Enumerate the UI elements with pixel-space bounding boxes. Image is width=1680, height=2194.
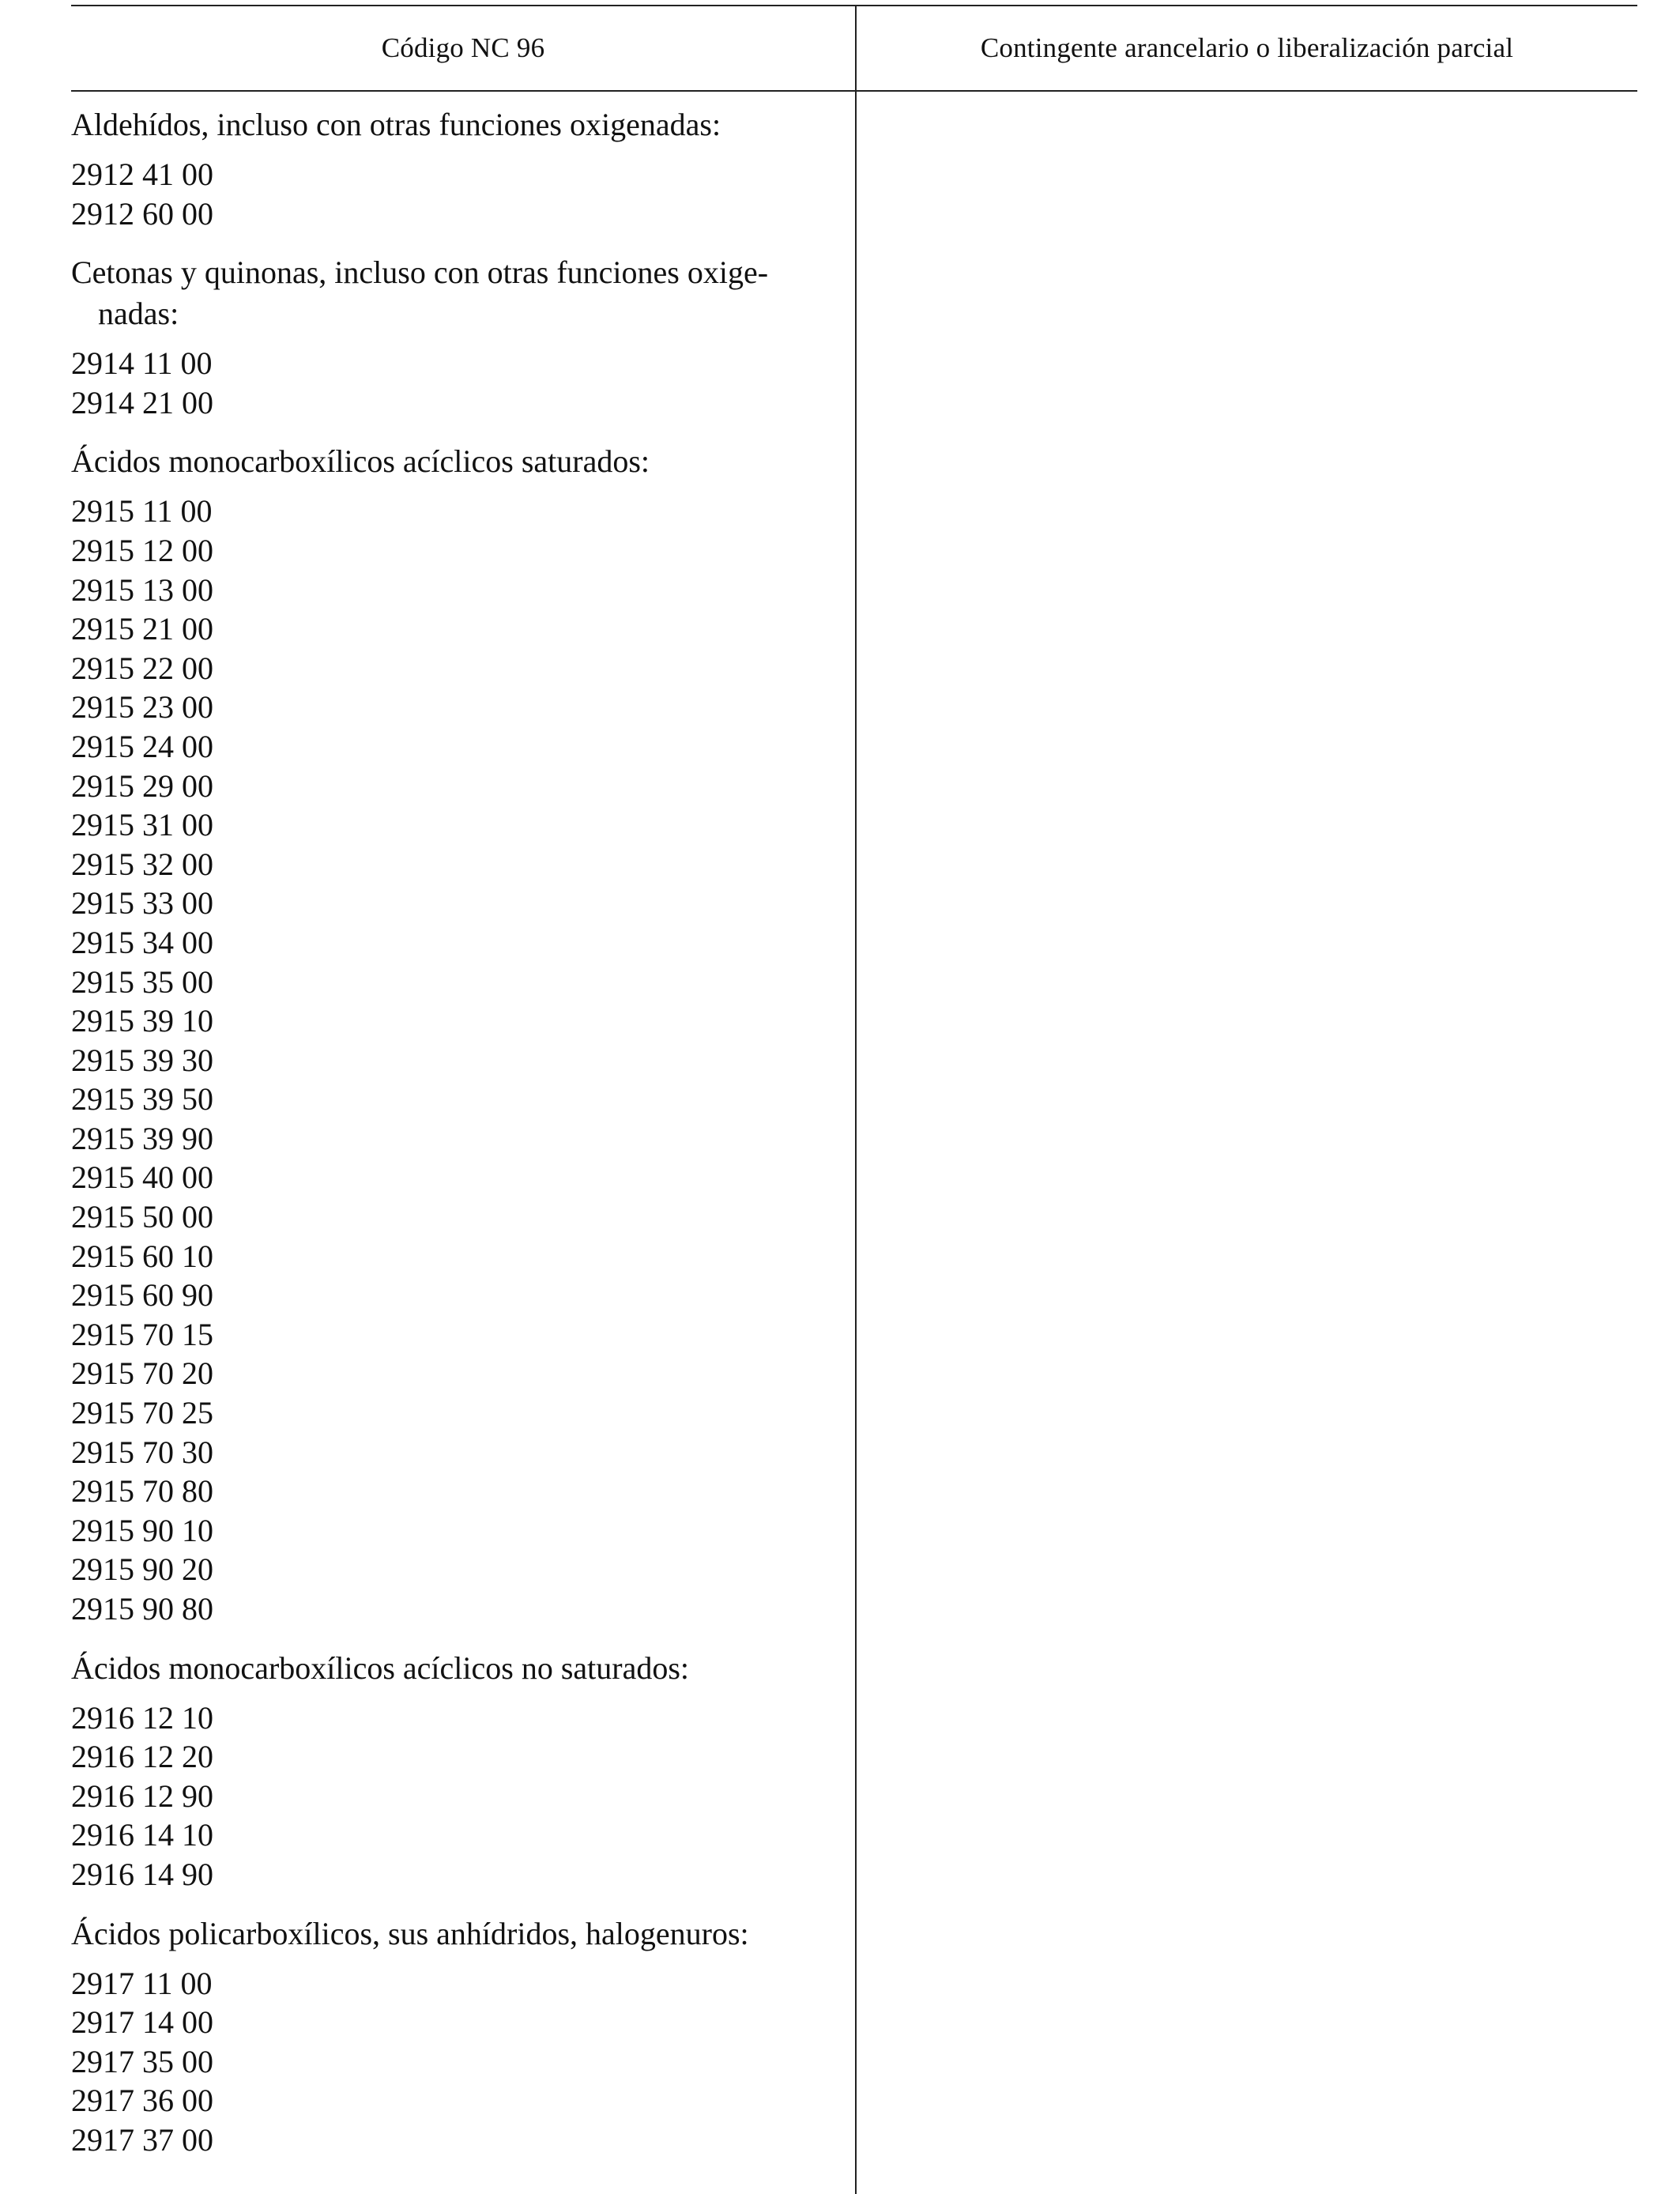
code-item: 2914 21 00	[71, 384, 213, 420]
code-list	[71, 155, 838, 233]
code-item: 2916 14 10	[71, 1817, 213, 1853]
code-item: 2914 11 00	[71, 345, 213, 382]
code-group	[71, 441, 838, 1628]
code-column	[71, 104, 838, 2179]
code-item: 2917 37 00	[71, 2121, 213, 2158]
code-item: 2915 39 50	[71, 1081, 213, 1118]
code-item: 2915 32 00	[71, 846, 213, 882]
group-title: Ácidos monocarboxílicos acíclicos no saturados:	[71, 1649, 690, 1686]
code-item: 2915 21 00	[71, 611, 213, 647]
header-quota: Contingente arancelario o liberalización parcial	[980, 32, 1514, 63]
code-list	[71, 492, 838, 1628]
code-item: 2915 60 90	[71, 1277, 213, 1314]
code-item: 2915 39 30	[71, 1042, 213, 1078]
group-title: Aldehídos, incluso con otras funciones oxigenadas:	[71, 107, 721, 142]
code-item: 2916 12 20	[71, 1739, 213, 1775]
code-item: 2917 36 00	[71, 2083, 213, 2119]
code-item: 2915 13 00	[71, 571, 213, 608]
group-title: Cetonas y quinonas, incluso con otras funciones oxige-nadas:	[71, 254, 769, 332]
code-item: 2916 12 90	[71, 1777, 213, 1814]
code-group	[71, 104, 838, 233]
code-item: 2915 39 10	[71, 1003, 213, 1039]
code-group	[71, 1648, 838, 1894]
group-title: Ácidos monocarboxílicos acíclicos saturados:	[71, 443, 650, 480]
code-item: 2915 35 00	[71, 963, 213, 1000]
code-item: 2916 14 90	[71, 1856, 213, 1892]
code-item: 2915 70 30	[71, 1434, 213, 1470]
code-item: 2915 22 00	[71, 650, 213, 686]
code-item: 2915 90 80	[71, 1591, 213, 1627]
code-item: 2915 34 00	[71, 924, 213, 960]
code-item: 2917 14 00	[71, 2004, 213, 2041]
code-item: 2915 40 00	[71, 1159, 213, 1196]
code-item: 2917 35 00	[71, 2043, 213, 2079]
code-item: 2915 11 00	[71, 493, 213, 530]
code-item: 2915 29 00	[71, 767, 213, 804]
code-item: 2915 12 00	[71, 532, 213, 568]
code-item: 2915 90 10	[71, 1512, 213, 1548]
code-item: 2915 70 15	[71, 1316, 213, 1352]
code-item: 2915 90 20	[71, 1551, 213, 1588]
code-item: 2915 60 10	[71, 1238, 213, 1274]
code-item: 2915 39 90	[71, 1120, 213, 1156]
code-group	[71, 252, 838, 422]
code-item: 2917 11 00	[71, 1965, 213, 2001]
header-bottom-rule	[71, 90, 1637, 92]
code-list	[71, 344, 838, 422]
code-item: 2915 24 00	[71, 728, 213, 764]
code-list	[71, 1698, 838, 1894]
code-item: 2912 41 00	[71, 156, 213, 192]
column-divider	[855, 5, 857, 2194]
code-item: 2916 12 10	[71, 1699, 213, 1736]
tariff-table	[71, 0, 1637, 2194]
code-item: 2915 23 00	[71, 689, 213, 726]
code-item: 2915 33 00	[71, 885, 213, 922]
code-item: 2915 70 25	[71, 1395, 213, 1431]
code-item: 2912 60 00	[71, 195, 213, 232]
code-item: 2915 70 80	[71, 1473, 213, 1510]
code-item: 2915 70 20	[71, 1355, 213, 1392]
header-code: Código NC 96	[381, 32, 545, 63]
code-item: 2915 31 00	[71, 807, 213, 843]
code-list	[71, 1964, 838, 2160]
code-item: 2915 50 00	[71, 1199, 213, 1235]
group-title: Ácidos policarboxílicos, sus anhídridos, halogenuros:	[71, 1915, 749, 1951]
code-group	[71, 1913, 838, 2160]
